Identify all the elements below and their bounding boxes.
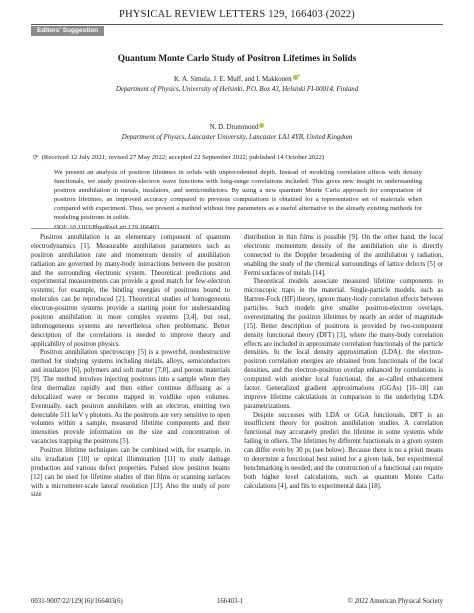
- paragraph: Positron annihilation spectroscopy [5] is a powerful, nondestructive method for studying systems including metals, alloys, semiconductors and insulators [6], polymers and soft matter [7,8], and porous materials [9]. The method involves injecting positrons into a sample where they first thermalize rapidly and then either continue diffusing as a delocalized wave or become trapped in voidlike open volumes. Eventually, each positron annihilates with an electron, emitting two detectable 511 keV γ photons. As the positrons are very sensitive to open volumes within a sample, measured lifetime components and their intensities provide information on the size and concentration of vacancies trapping the positrons [5].: [31, 349, 230, 446]
- corresponding-author-mark: *: [297, 75, 301, 80]
- header-rule: [31, 24, 443, 25]
- abstract-text: We present an analysis of positron lifetimes in solids with unprecedented depth. Instead of modeling correlation effects with density functionals, we study positron-electron wave functions with long-range correlations included. This gives new insight in understanding positron annihilation in metals, insulators, and semiconductors. By using a new quantum Monte Carlo approach for computation of positron lifetimes, an improved accuracy compared to previous computations is obtained for a representative set of materials when compared with experiment. Thus, we present a method without free parameters as a useful alternative to the already existing methods for modeling positrons in solids.: [54, 169, 422, 221]
- footer-page-number: 166403-1: [217, 598, 244, 605]
- abstract-divider: [31, 228, 443, 229]
- doi-link[interactable]: DOI: 10.1103/PhysRevLett.129.166403: [54, 224, 160, 232]
- received-dates: (Received 12 July 2021; revised 27 May 2022; accepted 22 September 2022; published 14 October 2022): [41, 154, 325, 161]
- authors-group-2: N. D. Drummond: [209, 124, 259, 131]
- paragraph: Positron lifetime techniques can be combined with, for example, in situ irradiation [10] or optical illumination [11] to study damage production and various defect properties. Pulsed slow positron beams [12] can be used for lifetime studies of thin films or scanning surfaces with a micrometer-scale lateral resolution [13]. Also the study of pore size: [31, 447, 230, 499]
- right-column: [244, 234, 443, 491]
- paragraph: distribution in thin films is possible [9]. On the other hand, the local electronic momentum density of the annihilation site is directly connected to the Doppler broadening of the annihilation γ radiation, enabling the study of the chemical surroundings of lattice defects [5] or Fermi surfaces of metals [14].: [244, 234, 443, 277]
- affiliation-1: Department of Physics, University of Helsinki, P.O. Box 43, Helsinki FI-00014, Finland: [115, 86, 359, 93]
- paper-title: Quantum Monte Carlo Study of Positron Lifetimes in Solids: [117, 54, 357, 64]
- left-column: [31, 234, 230, 500]
- editors-suggestion-badge: Editors' Suggestion: [31, 26, 104, 36]
- footer-copyright: © 2022 American Physical Society: [347, 598, 443, 605]
- publication-history: [31, 153, 443, 161]
- authors-group-1: K. A. Simula, J. E. Muff, and I. Makkonen: [173, 76, 292, 83]
- footer-issn: 0031-9007/22/129(16)/166403(6): [31, 598, 123, 605]
- abstract: [54, 169, 422, 233]
- paragraph: Despite successes with LDA or GGA functionals, DFT is an insufficient theory for positron annihilation studies. A correlation functional may accurately predict the lifetime in some systems while failing in others. The lifetimes by different functionals in a given system can differ even by 30 ps (see below). Because there is no a priori means to determine a functional best suited for a given task, but experimental benchmarking is needed; and the construction of a functional can require both higher level calculations, such as quantum Monte Carlo calculations [4], and fits to experimental data [18].: [244, 411, 443, 490]
- paragraph: Positron annihilation is an elementary component of quantum electrodynamics [1]. Measurable annihilation parameters such as positron annihilation rate and momentum density of annihilation radiation are governed by many-body interactions between the positron and the surrounding electronic system. Theoretical predictions and experimental measurements can provide a good match for few-electron systems; for example, the binding energies of positrons bound to molecules can be reproduced [2]. Theoretical studies of homogeneous electron-positron systems provide a starting point for understanding positron annihilation in more complex systems [3,4], but real, inhomogeneous systems are nevertheless often problematic. Better description of the correlations is needed to improve theory and applicability of positron physics.: [31, 234, 230, 348]
- journal-header: PHYSICAL REVIEW LETTERS 129, 166403 (2022): [119, 9, 355, 20]
- orcid-icon[interactable]: [259, 123, 264, 128]
- check-for-updates-icon[interactable]: ⟳: [32, 154, 39, 161]
- authors-line-1: [0, 75, 474, 83]
- authors-line-2: [0, 123, 474, 131]
- paragraph: Theoretical models associate measured lifetime components to microscopic traps in the material. Single-particle models, such as Hartree-Fock (HF) theory, ignore many-body correlation effects between particles. Such models give smaller positron-electron overlaps, overestimating the positron lifetimes by nearly an order of magnitude [15]. Better description of positrons is provided by two-component density functional theory (DFT) [3], where the many-body correlation effects are included in approximate correlation functionals of the particle densities. In the local density approximation (LDA), the electron-positron correlation energies are obtained from functionals of the local densities, and the electron-positron overlap enhanced by correlations is computed with another local functional, the so-called enhancement factor. Generalized gradient approximations (GGAs) [16–18] can improve lifetime calculations in comparison to the underlying LDA parametrizations.: [244, 278, 443, 410]
- affiliation-2: Department of Physics, Lancaster University, Lancaster LA1 4YB, United Kingdom: [121, 134, 353, 141]
